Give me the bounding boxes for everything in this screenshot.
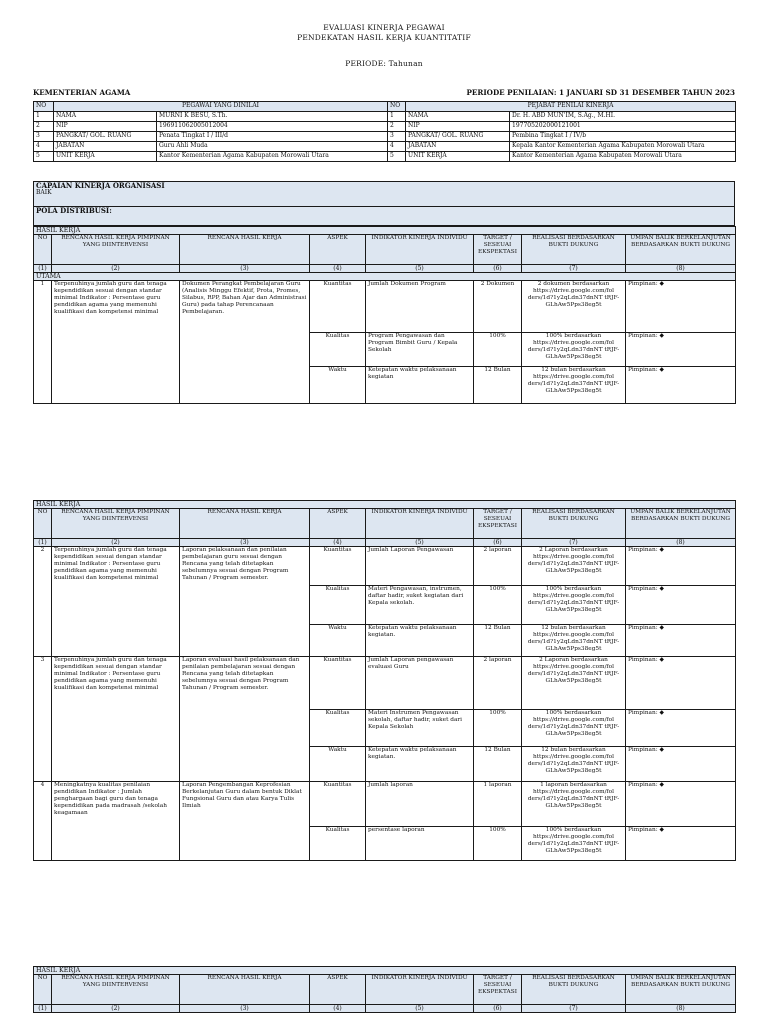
hasil-kerja-label: HASIL KERJA: [34, 967, 736, 975]
item-no: 1: [34, 281, 52, 404]
header-no: NO: [34, 975, 52, 1005]
hasil-kerja-label: HASIL KERJA: [34, 227, 736, 235]
penilai-col-no: NO: [388, 102, 406, 112]
rhk-pimpinan: Meningkatnya kualitas penilaian pendidikan Indikator : Jumlah penghargaan bagi guru dan tenaga kependidikan pada madrasah /sekolah keagamaan: [52, 782, 180, 861]
pegawai-value: 196911062005012004: [157, 122, 388, 132]
pegawai-no: 4: [34, 142, 54, 152]
hasil-kerja-row: [34, 657, 736, 710]
realisasi-cell: 12 bulan berdasarkan https://drive.google.com/fol ders/1d?1y2qLdn37dnNT tRJF-GLhAw5Pps38eg5t: [522, 747, 626, 782]
aspek-cell: Kuantitas: [310, 281, 366, 333]
indikator-cell: Jumlah Dokumen Program: [366, 281, 474, 333]
header-realisasi: REALISASI BERDASARKAN BUKTI DUKUNG: [522, 235, 626, 265]
header-target: TARGET / SESEUAI EKSPEKTASI: [474, 235, 522, 265]
pegawai-dinilai-header: PEGAWAI YANG DINILAI: [54, 102, 388, 112]
header-target: TARGET / SESEUAI EKSPEKTASI: [474, 975, 522, 1005]
header-no: NO: [34, 509, 52, 539]
header-aspek: ASPEK: [310, 975, 366, 1005]
realisasi-cell: 12 bulan berdasarkan https://drive.google.com/fol ders/1d?1y2qLdn37dnNT tRJF-GLhAw5Pps38eg5t: [522, 625, 626, 657]
realisasi-cell: 100% berdasarkan https://drive.google.com/fol ders/1d?1y2qLdn37dnNT tRJF-GLhAw5Pps38eg5t: [522, 710, 626, 747]
penilai-value: Kantor Kementerian Agama Kabupaten Morowali Utara: [510, 152, 736, 162]
penilai-value: Kepala Kantor Kementerian Agama Kabupaten Morowali Utara: [510, 142, 736, 152]
realisasi-cell: 100% berdasarkan https://drive.google.com/fol ders/1d?1y2qLdn37dnNT tRJF-GLhAw5Pps38eg5t: [522, 827, 626, 861]
column-number: (3): [180, 1005, 310, 1013]
aspek-cell: Kuantitas: [310, 657, 366, 710]
header-rhk: RENCANA HASIL KERJA: [180, 509, 310, 539]
column-number: (7): [522, 265, 626, 273]
aspek-cell: Kualitas: [310, 710, 366, 747]
capaian-value: BAIK: [36, 189, 52, 197]
hasil-kerja-label: HASIL KERJA: [34, 501, 736, 509]
header-rhk: RENCANA HASIL KERJA: [180, 975, 310, 1005]
penilai-label: JABATAN: [406, 142, 510, 152]
header-indikator: INDIKATOR KINERJA INDIVIDU: [366, 235, 474, 265]
column-number: (8): [626, 1005, 736, 1013]
header-realisasi: REALISASI BERDASARKAN BUKTI DUKUNG: [522, 975, 626, 1005]
column-number: (5): [366, 265, 474, 273]
pegawai-row: [34, 152, 736, 162]
indikator-cell: Jumlah laporan: [366, 782, 474, 827]
target-cell: 12 Bulan: [474, 747, 522, 782]
column-number: (7): [522, 1005, 626, 1013]
hasil-kerja-header-row: [34, 509, 736, 539]
penilai-value: Dr. H. ABD MUN'IM, S.Ag., M.HI.: [510, 112, 736, 122]
column-number: (6): [474, 1005, 522, 1013]
target-cell: 12 Bulan: [474, 367, 522, 404]
target-cell: 100%: [474, 827, 522, 861]
pegawai-row: [34, 112, 736, 122]
indikator-cell: Materi Instrumen Pengawasan sekolah, daftar hadir, suket dari Kepala Sekolah: [366, 710, 474, 747]
umpan-balik-cell: Pimpinan: ◆: [626, 586, 736, 625]
umpan-balik-cell: Pimpinan: ◆: [626, 827, 736, 861]
target-cell: 100%: [474, 710, 522, 747]
header-aspek: ASPEK: [310, 235, 366, 265]
column-number: (2): [52, 265, 180, 273]
indikator-cell: persentase laporan: [366, 827, 474, 861]
pegawai-row: [34, 132, 736, 142]
umpan-balik-cell: Pimpinan: ◆: [626, 657, 736, 710]
column-number: (4): [310, 265, 366, 273]
umpan-balik-cell: Pimpinan: ◆: [626, 625, 736, 657]
header-umpan: UMPAN BALIK BERKELANJUTAN BERDASARKAN BUKTI DUKUNG: [626, 509, 736, 539]
header-target: TARGET / SESEUAI EKSPEKTASI: [474, 509, 522, 539]
column-number: (8): [626, 265, 736, 273]
item-no: 3: [34, 657, 52, 782]
pegawai-label: NAMA: [54, 112, 157, 122]
column-number: (7): [522, 539, 626, 547]
aspek-cell: Kualitas: [310, 586, 366, 625]
pegawai-row: [34, 122, 736, 132]
target-cell: 12 Bulan: [474, 625, 522, 657]
column-number: (2): [52, 1005, 180, 1013]
realisasi-cell: 2 Laporan berdasarkan https://drive.google.com/fol ders/1d?1y2qLdn37dnNT tRJF-GLhAw5Pps38eg5t: [522, 657, 626, 710]
column-number: (8): [626, 539, 736, 547]
hasil-kerja-row: [34, 281, 736, 333]
hasil-kerja-header-row: [34, 235, 736, 265]
aspek-cell: Waktu: [310, 367, 366, 404]
column-number: (1): [34, 265, 52, 273]
pegawai-row: [34, 142, 736, 152]
pegawai-value: Kantor Kementerian Agama Kabupaten Morowali Utara: [157, 152, 388, 162]
rencana-hasil-kerja: Dokumen Perangkat Pembelajaran Guru (Analisis Minggu Efektif, Prota, Promes, Silabus, RPP, Bahan Ajar dan Administrasi Guru) pada tahap Perencanaan Pembelajaran.: [180, 281, 310, 404]
hasil-kerja-row: [34, 547, 736, 586]
rhk-pimpinan: Terpenuhinya jumlah guru dan tenaga kependidikan sesuai dengan standar minimal Indikator : Persentase guru pendidikan agama yang memenuhi kualifikasi dan kompetensi minimal: [52, 281, 180, 404]
item-no: 4: [34, 782, 52, 861]
penilai-no: 3: [388, 132, 406, 142]
rencana-hasil-kerja: Laporan Pengembangan Keprofesian Berkelanjutan Guru dalam bentuk Diklat Fungsional Guru dan atau Karya Tulis Ilmiah: [180, 782, 310, 861]
penilai-no: 5: [388, 152, 406, 162]
header-aspek: ASPEK: [310, 509, 366, 539]
pegawai-table: [33, 101, 736, 162]
header-realisasi: REALISASI BERDASARKAN BUKTI DUKUNG: [522, 509, 626, 539]
periode-label: PERIODE: Tahunan: [345, 59, 423, 68]
document-title: [0, 23, 768, 43]
pegawai-label: NIP: [54, 122, 157, 132]
aspek-cell: Waktu: [310, 625, 366, 657]
indikator-cell: Ketepatan waktu pelaksanaan kegiatan.: [366, 625, 474, 657]
target-cell: 100%: [474, 586, 522, 625]
column-number: (2): [52, 539, 180, 547]
pegawai-value: Guru Ahli Muda: [157, 142, 388, 152]
realisasi-cell: 100% berdasarkan https://drive.google.com/fol ders/1d?1y2qLdn37dnNT tRJF-GLhAw5Pps38eg5t: [522, 333, 626, 367]
column-number: (3): [180, 265, 310, 273]
title-line-2: PENDEKATAN HASIL KERJA KUANTITATIF: [297, 33, 471, 42]
target-cell: 2 Dokumen: [474, 281, 522, 333]
header-no: NO: [34, 235, 52, 265]
title-line-1: EVALUASI KINERJA PEGAWAI: [323, 23, 445, 32]
aspek-cell: Waktu: [310, 747, 366, 782]
pegawai-no: 1: [34, 112, 54, 122]
penilai-value: 197705202000121001: [510, 122, 736, 132]
rhk-pimpinan: Terpenuhinya jumlah guru dan tenaga kependidikan sesuai dengan standar minimal Indikator : Persentase guru pendidikan agama yang memenuhi kualifikasi dan kompetensi minimal: [52, 547, 180, 657]
umpan-balik-cell: Pimpinan: ◆: [626, 333, 736, 367]
penilai-label: PANGKAT/ GOL. RUANG: [406, 132, 510, 142]
column-number: (6): [474, 539, 522, 547]
umpan-balik-cell: Pimpinan: ◆: [626, 367, 736, 404]
pegawai-no: 3: [34, 132, 54, 142]
column-number-row: [34, 1005, 736, 1013]
indikator-cell: Materi Pengawasan, instrumen, daftar hadir, suket kegiatan dari Kepala sekolah.: [366, 586, 474, 625]
realisasi-cell: 12 bulan berdasarkan https://drive.google.com/fol ders/1d?1y2qLdn37dnNT tRJF-GLhAw5Pps38eg5t: [522, 367, 626, 404]
item-no: 2: [34, 547, 52, 657]
pola-distribusi-label: POLA DISTRIBUSI:: [34, 207, 735, 226]
umpan-balik-cell: Pimpinan: ◆: [626, 547, 736, 586]
hasil-kerja-table-3: [33, 966, 736, 1013]
header-umpan: UMPAN BALIK BERKELANJUTAN BERDASARKAN BUKTI DUKUNG: [626, 235, 736, 265]
penilai-no: 2: [388, 122, 406, 132]
aspek-cell: Kuantitas: [310, 547, 366, 586]
hasil-kerja-label-row: [34, 227, 736, 235]
column-number-row: [34, 265, 736, 273]
column-number: (5): [366, 1005, 474, 1013]
hasil-kerja-label-row: [34, 967, 736, 975]
umpan-balik-cell: Pimpinan: ◆: [626, 782, 736, 827]
indikator-cell: Jumlah Laporan pengawasan evaluasi Guru: [366, 657, 474, 710]
realisasi-cell: 100% berdasarkan https://drive.google.com/fol ders/1d?1y2qLdn37dnNT tRJF-GLhAw5Pps38eg5t: [522, 586, 626, 625]
utama-label: UTAMA: [34, 273, 736, 281]
capaian-label: CAPAIAN KINERJA ORGANISASI: [36, 181, 165, 190]
target-cell: 100%: [474, 333, 522, 367]
rencana-hasil-kerja: Laporan evaluasi hasil pelaksanaan dan penilaian pembelajaran sesuai dengan Rencana yang telah ditetapkan sebelumnya sesuai dengan Program Tahunan / Program semester.: [180, 657, 310, 782]
pejabat-penilai-header: PEJABAT PENILAI KINERJA: [406, 102, 736, 112]
header-indikator: INDIKATOR KINERJA INDIVIDU: [366, 975, 474, 1005]
realisasi-cell: 1 laporan berdasarkan https://drive.google.com/fol ders/1d?1y2qLdn37dnNT tRJF-GLhAw5Pps38eg5t: [522, 782, 626, 827]
utama-row: [34, 273, 736, 281]
column-number: (1): [34, 539, 52, 547]
indikator-cell: Jumlah Laporan Pengawasan: [366, 547, 474, 586]
target-cell: 2 laporan: [474, 657, 522, 710]
aspek-cell: Kualitas: [310, 333, 366, 367]
rencana-hasil-kerja: Laporan pelaksanaan dan penilaian pembelajaran guru sesuai dengan Rencana yang telah ditetapkan sebelumnya sesuai dengan Program Tahunan / Program semester.: [180, 547, 310, 657]
hasil-kerja-table-1: [33, 226, 736, 404]
indikator-cell: Ketepatan waktu pelaksanaan kegiatan: [366, 367, 474, 404]
penilai-no: 1: [388, 112, 406, 122]
penilai-no: 4: [388, 142, 406, 152]
target-cell: 1 laporan: [474, 782, 522, 827]
pegawai-label: UNIT KERJA: [54, 152, 157, 162]
instansi-name: KEMENTERIAN AGAMA: [33, 88, 131, 97]
umpan-balik-cell: Pimpinan: ◆: [626, 747, 736, 782]
realisasi-cell: 2 Laporan berdasarkan https://drive.google.com/fol ders/1d?1y2qLdn37dnNT tRJF-GLhAw5Pps38eg5t: [522, 547, 626, 586]
pegawai-value: MURNI K BESU, S.Th.: [157, 112, 388, 122]
column-number: (1): [34, 1005, 52, 1013]
header-rhk: RENCANA HASIL KERJA: [180, 235, 310, 265]
penilai-label: NIP: [406, 122, 510, 132]
pegawai-no: 5: [34, 152, 54, 162]
hasil-kerja-row: [34, 782, 736, 827]
header-rhk-pimpinan: RENCANA HASIL KERJA PIMPINAN YANG DIINTERVENSI: [52, 975, 180, 1005]
instansi-line: [33, 88, 735, 97]
pegawai-label: PANGKAT/ GOL. RUANG: [54, 132, 157, 142]
realisasi-cell: 2 dokumen berdasarkan https://drive.google.com/fol ders/1d?1y2qLdn37dnNT tRJF-GLhAw5Pps38eg5t: [522, 281, 626, 333]
hasil-kerja-header-row: [34, 975, 736, 1005]
pegawai-label: JABATAN: [54, 142, 157, 152]
column-number: (5): [366, 539, 474, 547]
indikator-cell: Program Pengawasan dan Program Bimbit Guru / Kepala Sekolah: [366, 333, 474, 367]
pegawai-value: Penata Tingkat I / III/d: [157, 132, 388, 142]
hasil-kerja-table-2: [33, 500, 736, 861]
aspek-cell: Kualitas: [310, 827, 366, 861]
column-number: (3): [180, 539, 310, 547]
column-number: (4): [310, 1005, 366, 1013]
hasil-kerja-label-row: [34, 501, 736, 509]
pegawai-col-no: NO: [34, 102, 54, 112]
indikator-cell: Ketepatan waktu pelaksanaan kegiatan.: [366, 747, 474, 782]
column-number: (6): [474, 265, 522, 273]
header-rhk-pimpinan: RENCANA HASIL KERJA PIMPINAN YANG DIINTERVENSI: [52, 509, 180, 539]
organisasi-table: [33, 181, 735, 226]
penilai-label: NAMA: [406, 112, 510, 122]
column-number: (4): [310, 539, 366, 547]
umpan-balik-cell: Pimpinan: ◆: [626, 281, 736, 333]
pegawai-no: 2: [34, 122, 54, 132]
header-umpan: UMPAN BALIK BERKELANJUTAN BERDASARKAN BUKTI DUKUNG: [626, 975, 736, 1005]
penilai-label: UNIT KERJA: [406, 152, 510, 162]
header-rhk-pimpinan: RENCANA HASIL KERJA PIMPINAN YANG DIINTERVENSI: [52, 235, 180, 265]
periode-penilaian: PERIODE PENILAIAN: 1 JANUARI SD 31 DESEMBER TAHUN 2023: [466, 88, 735, 97]
penilai-value: Pembina Tingkat I / IV/b: [510, 132, 736, 142]
target-cell: 2 laporan: [474, 547, 522, 586]
umpan-balik-cell: Pimpinan: ◆: [626, 710, 736, 747]
column-number-row: [34, 539, 736, 547]
header-indikator: INDIKATOR KINERJA INDIVIDU: [366, 509, 474, 539]
aspek-cell: Kuantitas: [310, 782, 366, 827]
rhk-pimpinan: Terpenuhinya jumlah guru dan tenaga kependidikan sesuai dengan standar minimal Indikator : Persentase guru pendidikan agama yang memenuhi kualifikasi dan kompetensi minimal: [52, 657, 180, 782]
